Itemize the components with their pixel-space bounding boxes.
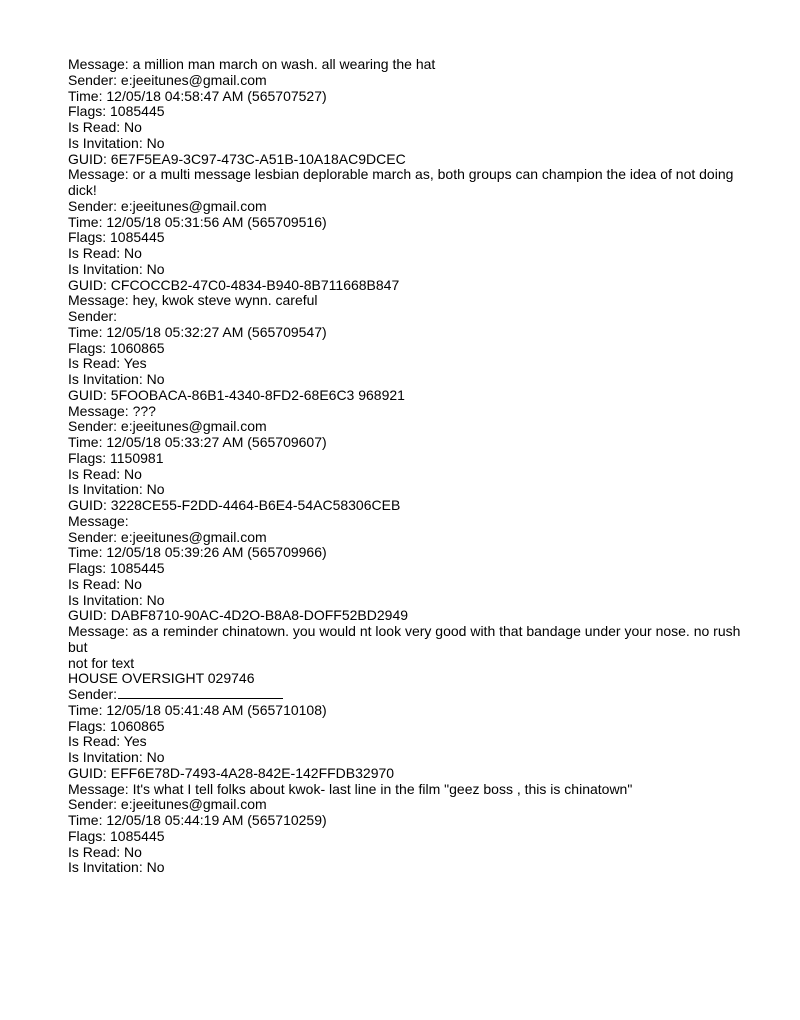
guid-line: GUID: 3228CE55-F2DD-4464-B6E4-54AC58306CEB <box>68 497 401 513</box>
guid-line: GUID: DABF8710-90AC-4D2O-B8A8-DOFF52BD2949 <box>68 607 409 624</box>
message-log <box>68 57 748 876</box>
sender-line: Sender: e:jeeitunes@gmail.com <box>68 528 267 545</box>
message-entry <box>68 293 748 403</box>
sender-line: Sender: <box>68 686 118 702</box>
message-text: Message: as a reminder chinatown. you would nt look very good with that bandage under your nose. no rush but <box>68 623 745 655</box>
message-continuation: not for text <box>68 654 135 671</box>
flags-line: Flags: 1085445 <box>68 229 165 246</box>
message-entry <box>68 404 748 514</box>
is-read-line: Is Read: Yes <box>68 733 147 750</box>
message-entry <box>68 782 748 877</box>
flags-line: Flags: 1060865 <box>68 717 165 734</box>
is-read-line: Is Read: No <box>68 575 142 592</box>
is-invitation-line: Is Invitation: No <box>68 591 165 608</box>
message-text: Message: It's what I tell folks about kwok- last line in the film "geez boss , this is chinatown" <box>68 780 633 797</box>
is-invitation-line: Is Invitation: No <box>68 260 165 277</box>
flags-line: Flags: 1150981 <box>68 449 164 466</box>
is-read-line: Is Read: No <box>68 843 142 860</box>
message-text: Message: ??? <box>68 402 156 419</box>
is-invitation-line: Is Invitation: No <box>68 134 165 151</box>
flags-line: Flags: 1060865 <box>68 339 165 356</box>
message-entry <box>68 624 748 782</box>
time-line: Time: 12/05/18 05:44:19 AM (565710259) <box>68 812 327 828</box>
time-line: Time: 12/05/18 05:41:48 AM (565710108) <box>68 701 327 718</box>
message-entry <box>68 514 748 624</box>
redaction-underline <box>118 687 283 699</box>
message-text: Message: a million man march on wash. all wearing the hat <box>68 56 436 72</box>
time-line: Time: 12/05/18 04:58:47 AM (565707527) <box>68 87 327 104</box>
is-invitation-line: Is Invitation: No <box>68 859 165 876</box>
time-line: Time: 12/05/18 05:39:26 AM (565709966) <box>68 544 327 561</box>
guid-line: GUID: EFF6E78D-7493-4A28-842E-142FFDB32970 <box>68 764 395 781</box>
is-read-line: Is Read: No <box>68 465 142 482</box>
is-read-line: Is Read: No <box>68 245 142 261</box>
time-line: Time: 12/05/18 05:31:56 AM (565709516) <box>68 213 327 230</box>
message-entry <box>68 57 748 167</box>
message-entry <box>68 167 748 293</box>
sender-line: Sender: e:jeeitunes@gmail.com <box>68 796 267 813</box>
guid-line: GUID: 5FOOBACA-86B1-4340-8FD2-68E6C3 968921 <box>68 386 405 403</box>
time-line: Time: 12/05/18 05:33:27 AM (565709607) <box>68 434 327 450</box>
time-line: Time: 12/05/18 05:32:27 AM (565709547) <box>68 323 327 340</box>
message-text: Message: hey, kwok steve wynn. careful <box>68 292 318 309</box>
flags-line: Flags: 1085445 <box>68 827 165 844</box>
page-marker: HOUSE OVERSIGHT 029746 <box>68 670 255 687</box>
is-read-line: Is Read: Yes <box>68 355 147 372</box>
sender-line-redacted <box>68 687 748 703</box>
guid-line: GUID: 6E7F5EA9-3C97-473C-A51B-10A18AC9DCEC <box>68 150 406 167</box>
is-invitation-line: Is Invitation: No <box>68 481 165 498</box>
sender-line: Sender: e:jeeitunes@gmail.com <box>68 418 267 435</box>
sender-line: Sender: <box>68 308 118 324</box>
is-invitation-line: Is Invitation: No <box>68 749 165 765</box>
flags-line: Flags: 1085445 <box>68 103 165 120</box>
message-text: Message: or a multi message lesbian deplorable march as, both groups can champion the idea of not doing dick! <box>68 166 738 198</box>
is-read-line: Is Read: No <box>68 119 142 135</box>
message-text: Message: <box>68 512 129 529</box>
is-invitation-line: Is Invitation: No <box>68 371 165 387</box>
flags-line: Flags: 1085445 <box>68 560 165 576</box>
sender-line: Sender: e:jeeitunes@gmail.com <box>68 71 267 88</box>
sender-line: Sender: e:jeeitunes@gmail.com <box>68 197 267 214</box>
guid-line: GUID: CFCOCCB2-47C0-4834-B940-8B711668B847 <box>68 276 400 293</box>
